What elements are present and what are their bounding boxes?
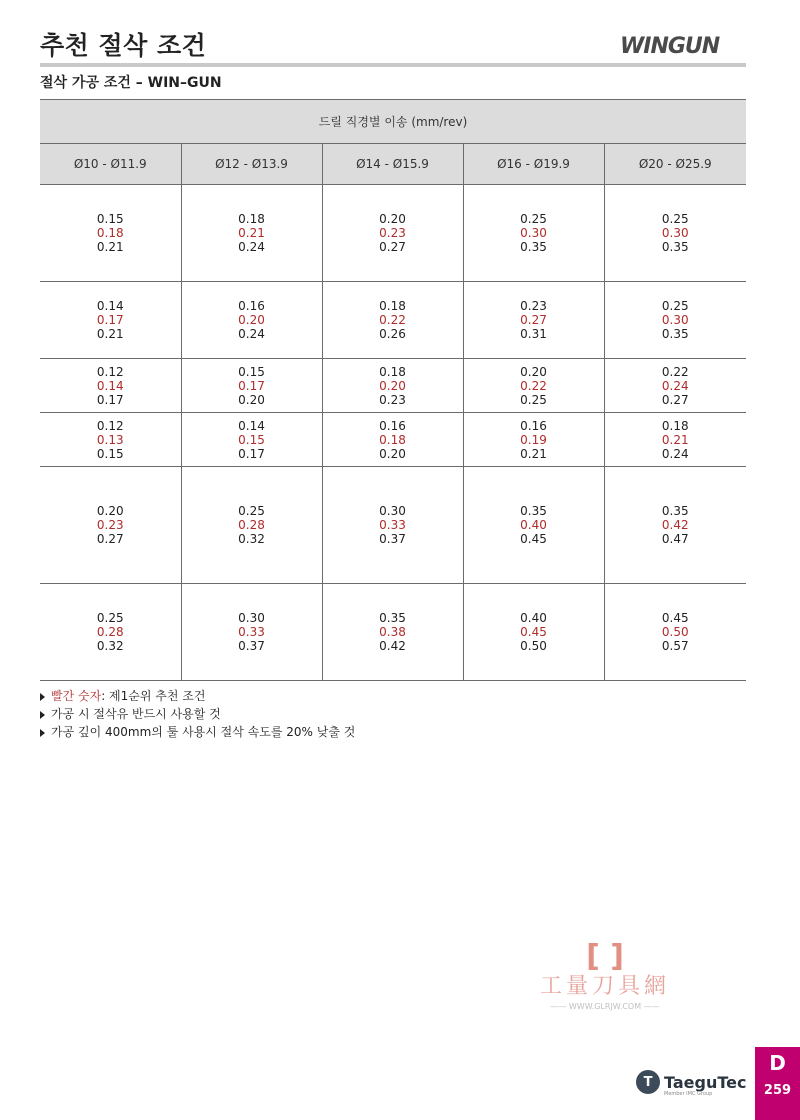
taegutec-emblem-icon: T — [636, 1070, 660, 1094]
table-cell — [322, 359, 463, 413]
feed-max-value: 0.21 — [520, 446, 547, 461]
feed-min-value: 0.15 — [96, 212, 124, 226]
note-text: 가공 깊이 400mm의 툴 사용시 절삭 속도를 20% 낮출 것 — [51, 725, 356, 739]
brand-subtitle: Member IMC Group — [664, 1091, 713, 1097]
feed-max-value: 0.24 — [238, 327, 265, 341]
feed-min-value: 0.16 — [379, 418, 406, 433]
feed-max-value: 0.27 — [96, 532, 124, 546]
table-row — [40, 413, 746, 467]
feed-min-value: 0.18 — [379, 299, 406, 313]
section-tab — [755, 1047, 800, 1120]
notes-list — [40, 687, 355, 741]
section-subtitle: 절삭 가공 조건 – WIN–GUN — [40, 75, 222, 91]
feed-min-value: 0.20 — [520, 364, 547, 379]
feed-max-value: 0.20 — [238, 392, 265, 407]
feed-max-value: 0.42 — [379, 639, 406, 653]
feed-recommended-value: 0.14 — [96, 378, 124, 393]
feed-max-value: 0.45 — [520, 532, 547, 546]
title-divider — [40, 63, 746, 67]
feed-recommended-value: 0.30 — [520, 226, 547, 240]
watermark-text: 工量刀具網 — [539, 974, 670, 999]
feed-min-value: 0.25 — [520, 212, 547, 226]
feed-recommended-value: 0.28 — [238, 518, 265, 532]
feed-min-value: 0.35 — [379, 611, 406, 625]
feed-min-value: 0.25 — [238, 504, 265, 518]
table-cell — [463, 413, 604, 467]
feed-recommended-value: 0.30 — [661, 313, 689, 327]
feed-min-value: 0.40 — [520, 611, 547, 625]
feed-recommended-value: 0.18 — [96, 226, 124, 240]
feed-max-value: 0.35 — [661, 327, 689, 341]
feed-max-value: 0.27 — [379, 240, 406, 254]
table-cell — [604, 282, 746, 359]
feed-recommended-value: 0.17 — [238, 378, 265, 393]
feed-max-value: 0.32 — [238, 532, 265, 546]
section-letter: D — [769, 1051, 786, 1075]
note-item — [40, 723, 355, 741]
table-cell — [322, 185, 463, 282]
watermark — [535, 940, 675, 1011]
note-red-text: 빨간 숫자 — [51, 689, 102, 703]
feed-recommended-value: 0.50 — [661, 625, 689, 639]
feed-max-value: 0.25 — [520, 392, 547, 407]
feed-max-value: 0.37 — [238, 639, 265, 653]
feed-min-value: 0.25 — [661, 212, 689, 226]
feed-max-value: 0.23 — [379, 392, 406, 407]
column-header: Ø12 - Ø13.9 — [181, 144, 322, 185]
table-cell — [463, 467, 604, 584]
wingun-logo: WINGUN — [620, 34, 720, 59]
feed-recommended-value: 0.20 — [238, 313, 265, 327]
table-cell — [604, 185, 746, 282]
watermark-logo-icon: [ ] — [586, 939, 624, 974]
feed-max-value: 0.20 — [379, 446, 406, 461]
table-cell — [40, 413, 181, 467]
bullet-triangle-icon — [40, 711, 45, 719]
feed-recommended-value: 0.20 — [379, 378, 406, 393]
table-cell — [463, 185, 604, 282]
feed-min-value: 0.23 — [520, 299, 547, 313]
feed-min-value: 0.15 — [238, 364, 265, 379]
feed-max-value: 0.47 — [661, 532, 689, 546]
table-cell — [181, 467, 322, 584]
table-cell — [40, 359, 181, 413]
watermark-url: —— WWW.GLRJW.COM —— — [550, 1002, 660, 1011]
table-cell — [604, 467, 746, 584]
feed-recommended-value: 0.24 — [661, 378, 689, 393]
table-row — [40, 282, 746, 359]
feed-max-value: 0.37 — [379, 532, 406, 546]
feed-min-value: 0.14 — [238, 418, 265, 433]
table-cell — [322, 282, 463, 359]
feed-recommended-value: 0.17 — [96, 313, 124, 327]
feed-max-value: 0.57 — [661, 639, 689, 653]
feed-min-value: 0.30 — [379, 504, 406, 518]
brand-name: TaeguTec — [664, 1072, 747, 1092]
table-cell — [40, 185, 181, 282]
note-text: 가공 시 절삭유 반드시 사용할 것 — [51, 707, 221, 721]
table-cell — [181, 584, 322, 681]
table-cell — [463, 359, 604, 413]
table-row — [40, 185, 746, 282]
table-cell — [40, 282, 181, 359]
feed-max-value: 0.50 — [520, 639, 547, 653]
bullet-triangle-icon — [40, 729, 45, 737]
feed-recommended-value: 0.23 — [379, 226, 406, 240]
feed-recommended-value: 0.33 — [238, 625, 265, 639]
feed-min-value: 0.18 — [661, 418, 689, 433]
table-group-header: 드릴 직경별 이송 (mm/rev) — [40, 100, 746, 144]
table-cell — [604, 584, 746, 681]
feed-recommended-value: 0.22 — [520, 378, 547, 393]
feed-min-value: 0.35 — [661, 504, 689, 518]
table-cell — [322, 413, 463, 467]
table-cell — [181, 413, 322, 467]
feed-recommended-value: 0.23 — [96, 518, 124, 532]
feed-recommended-value: 0.40 — [520, 518, 547, 532]
feed-max-value: 0.26 — [379, 327, 406, 341]
table-cell — [604, 413, 746, 467]
page-number: 259 — [763, 1083, 792, 1098]
bullet-triangle-icon — [40, 693, 45, 701]
feed-max-value: 0.17 — [96, 392, 124, 407]
feed-min-value: 0.12 — [96, 418, 124, 433]
feed-recommended-value: 0.18 — [379, 432, 406, 447]
feed-recommended-value: 0.13 — [96, 432, 124, 447]
feed-min-value: 0.16 — [238, 299, 265, 313]
feed-max-value: 0.24 — [661, 446, 689, 461]
feed-min-value: 0.20 — [379, 212, 406, 226]
feed-min-value: 0.12 — [96, 364, 124, 379]
feed-recommended-value: 0.27 — [520, 313, 547, 327]
table-cell — [463, 584, 604, 681]
table-cell — [322, 584, 463, 681]
feed-min-value: 0.16 — [520, 418, 547, 433]
feed-min-value: 0.18 — [379, 364, 406, 379]
feed-recommended-value: 0.38 — [379, 625, 406, 639]
feed-max-value: 0.15 — [96, 446, 124, 461]
feed-min-value: 0.18 — [238, 212, 265, 226]
column-header: Ø10 - Ø11.9 — [40, 144, 181, 185]
column-header: Ø14 - Ø15.9 — [322, 144, 463, 185]
feed-recommended-value: 0.30 — [661, 226, 689, 240]
feed-max-value: 0.35 — [520, 240, 547, 254]
feed-min-value: 0.14 — [96, 299, 124, 313]
note-item — [40, 705, 355, 723]
feed-min-value: 0.25 — [661, 299, 689, 313]
feed-rate-table — [40, 99, 746, 681]
table-cell — [40, 467, 181, 584]
table-row — [40, 584, 746, 681]
feed-min-value: 0.35 — [520, 504, 547, 518]
table-row — [40, 467, 746, 584]
table-cell — [604, 359, 746, 413]
table-cell — [181, 282, 322, 359]
feed-recommended-value: 0.21 — [661, 432, 689, 447]
feed-max-value: 0.31 — [520, 327, 547, 341]
feed-recommended-value: 0.19 — [520, 432, 547, 447]
note-text: : 제1순위 추천 조건 — [101, 689, 206, 703]
feed-recommended-value: 0.33 — [379, 518, 406, 532]
table-cell — [181, 185, 322, 282]
table-cell — [463, 282, 604, 359]
page-title: 추천 절삭 조건 — [40, 31, 207, 60]
table-cell — [181, 359, 322, 413]
feed-max-value: 0.24 — [238, 240, 265, 254]
column-header-row — [40, 144, 746, 185]
feed-recommended-value: 0.22 — [379, 313, 406, 327]
table-row — [40, 359, 746, 413]
feed-min-value: 0.22 — [661, 364, 689, 379]
feed-recommended-value: 0.42 — [661, 518, 689, 532]
column-header: Ø16 - Ø19.9 — [463, 144, 604, 185]
feed-min-value: 0.20 — [96, 504, 124, 518]
feed-min-value: 0.45 — [661, 611, 689, 625]
feed-recommended-value: 0.28 — [96, 625, 124, 639]
feed-min-value: 0.30 — [238, 611, 265, 625]
feed-recommended-value: 0.21 — [238, 226, 265, 240]
feed-max-value: 0.21 — [96, 327, 124, 341]
feed-recommended-value: 0.45 — [520, 625, 547, 639]
note-item — [40, 687, 355, 705]
table-cell — [322, 467, 463, 584]
feed-max-value: 0.27 — [661, 392, 689, 407]
table-cell — [40, 584, 181, 681]
feed-min-value: 0.25 — [96, 611, 124, 625]
feed-recommended-value: 0.15 — [238, 432, 265, 447]
feed-max-value: 0.35 — [661, 240, 689, 254]
column-header: Ø20 - Ø25.9 — [604, 144, 746, 185]
feed-max-value: 0.17 — [238, 446, 265, 461]
taegutec-logo — [636, 1067, 746, 1097]
feed-max-value: 0.32 — [96, 639, 124, 653]
feed-max-value: 0.21 — [96, 240, 124, 254]
